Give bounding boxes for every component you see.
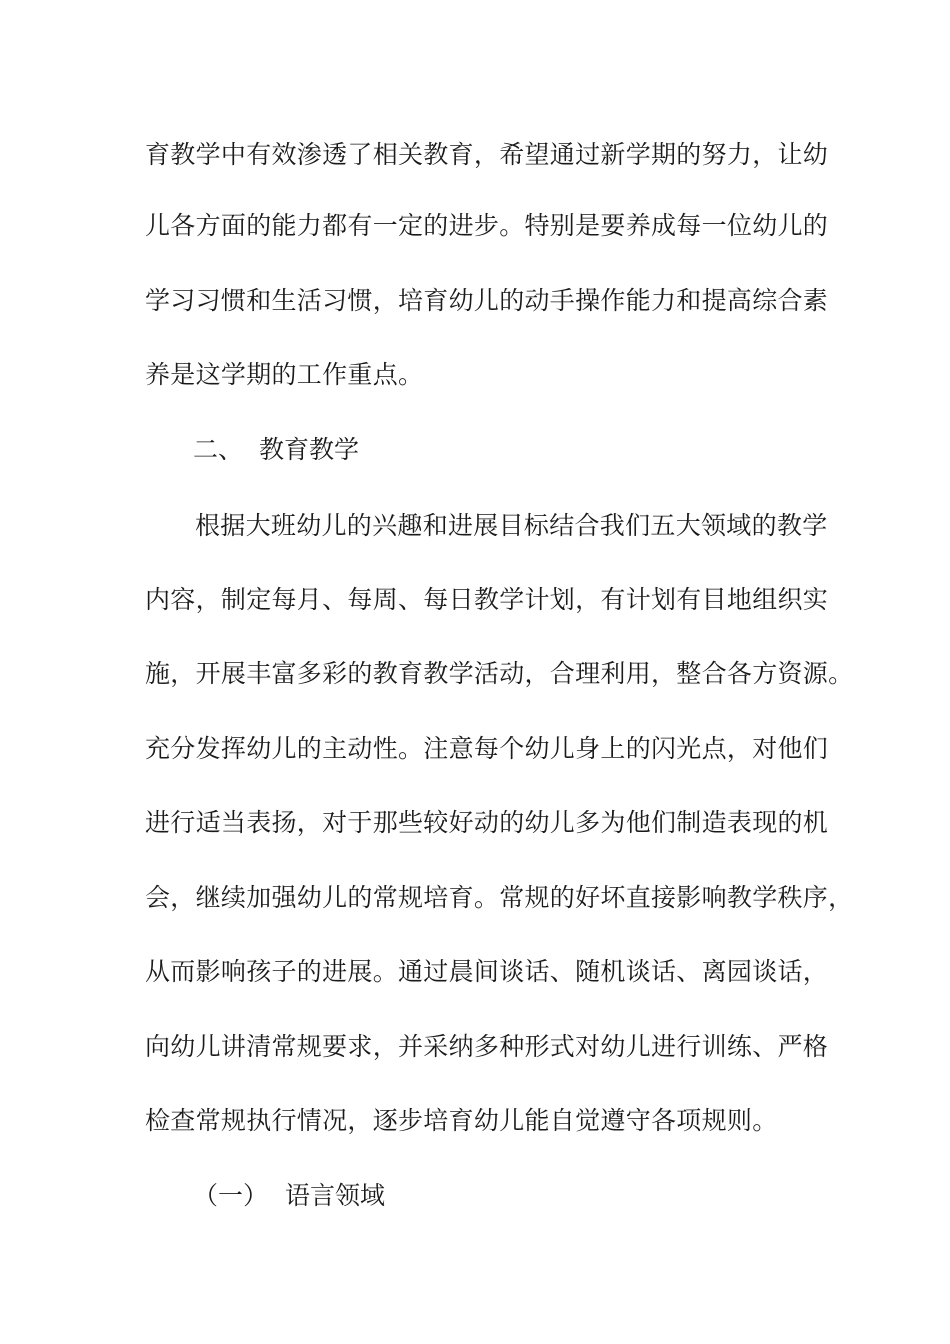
paragraph-line: 会，继续加强幼儿的常规培育。常规的好坏直接影响教学秩序， — [145, 883, 854, 912]
paragraph-line: 检查常规执行情况，逐步培育幼儿能自觉遵守各项规则。 — [145, 1106, 778, 1135]
paragraph-line: 充分发挥幼儿的主动性。注意每个幼儿身上的闪光点，对他们 — [145, 734, 829, 763]
section-title: 教育教学 — [258, 435, 359, 464]
paragraph-line: 进行适当表扬，对于那些较好动的幼儿多为他们制造表现的机 — [145, 808, 829, 837]
subsection-title: 语言领域 — [284, 1181, 385, 1210]
paragraph-line: 育教学中有效渗透了相关教育，希望通过新学期的努力，让幼 — [145, 140, 829, 169]
paragraph-line: 内容，制定每月、每周、每日教学计划，有计划有目地组织实 — [145, 585, 829, 614]
paragraph-line: 向幼儿讲清常规要求，并采纳多种形式对幼儿进行训练、严格 — [145, 1032, 829, 1061]
paragraph-line: 儿各方面的能力都有一定的进步。特别是要养成每一位幼儿的 — [145, 211, 829, 240]
section-number: 二、 — [193, 435, 244, 464]
subsection-number: （一） — [193, 1181, 269, 1210]
paragraph-line: 从而影响孩子的进展。通过晨间谈话、随机谈话、离园谈话， — [145, 957, 829, 986]
paragraph-line: 学习习惯和生活习惯，培育幼儿的动手操作能力和提高综合素 — [145, 286, 829, 315]
paragraph-line: 施，开展丰富多彩的教育教学活动，合理利用，整合各方资源。 — [145, 659, 854, 688]
paragraph-line: 根据大班幼儿的兴趣和进展目标结合我们五大领域的教学 — [195, 511, 828, 540]
subsection-heading — [193, 1181, 385, 1211]
paragraph-line: 养是这学期的工作重点。 — [145, 360, 424, 389]
section-heading — [193, 435, 359, 465]
